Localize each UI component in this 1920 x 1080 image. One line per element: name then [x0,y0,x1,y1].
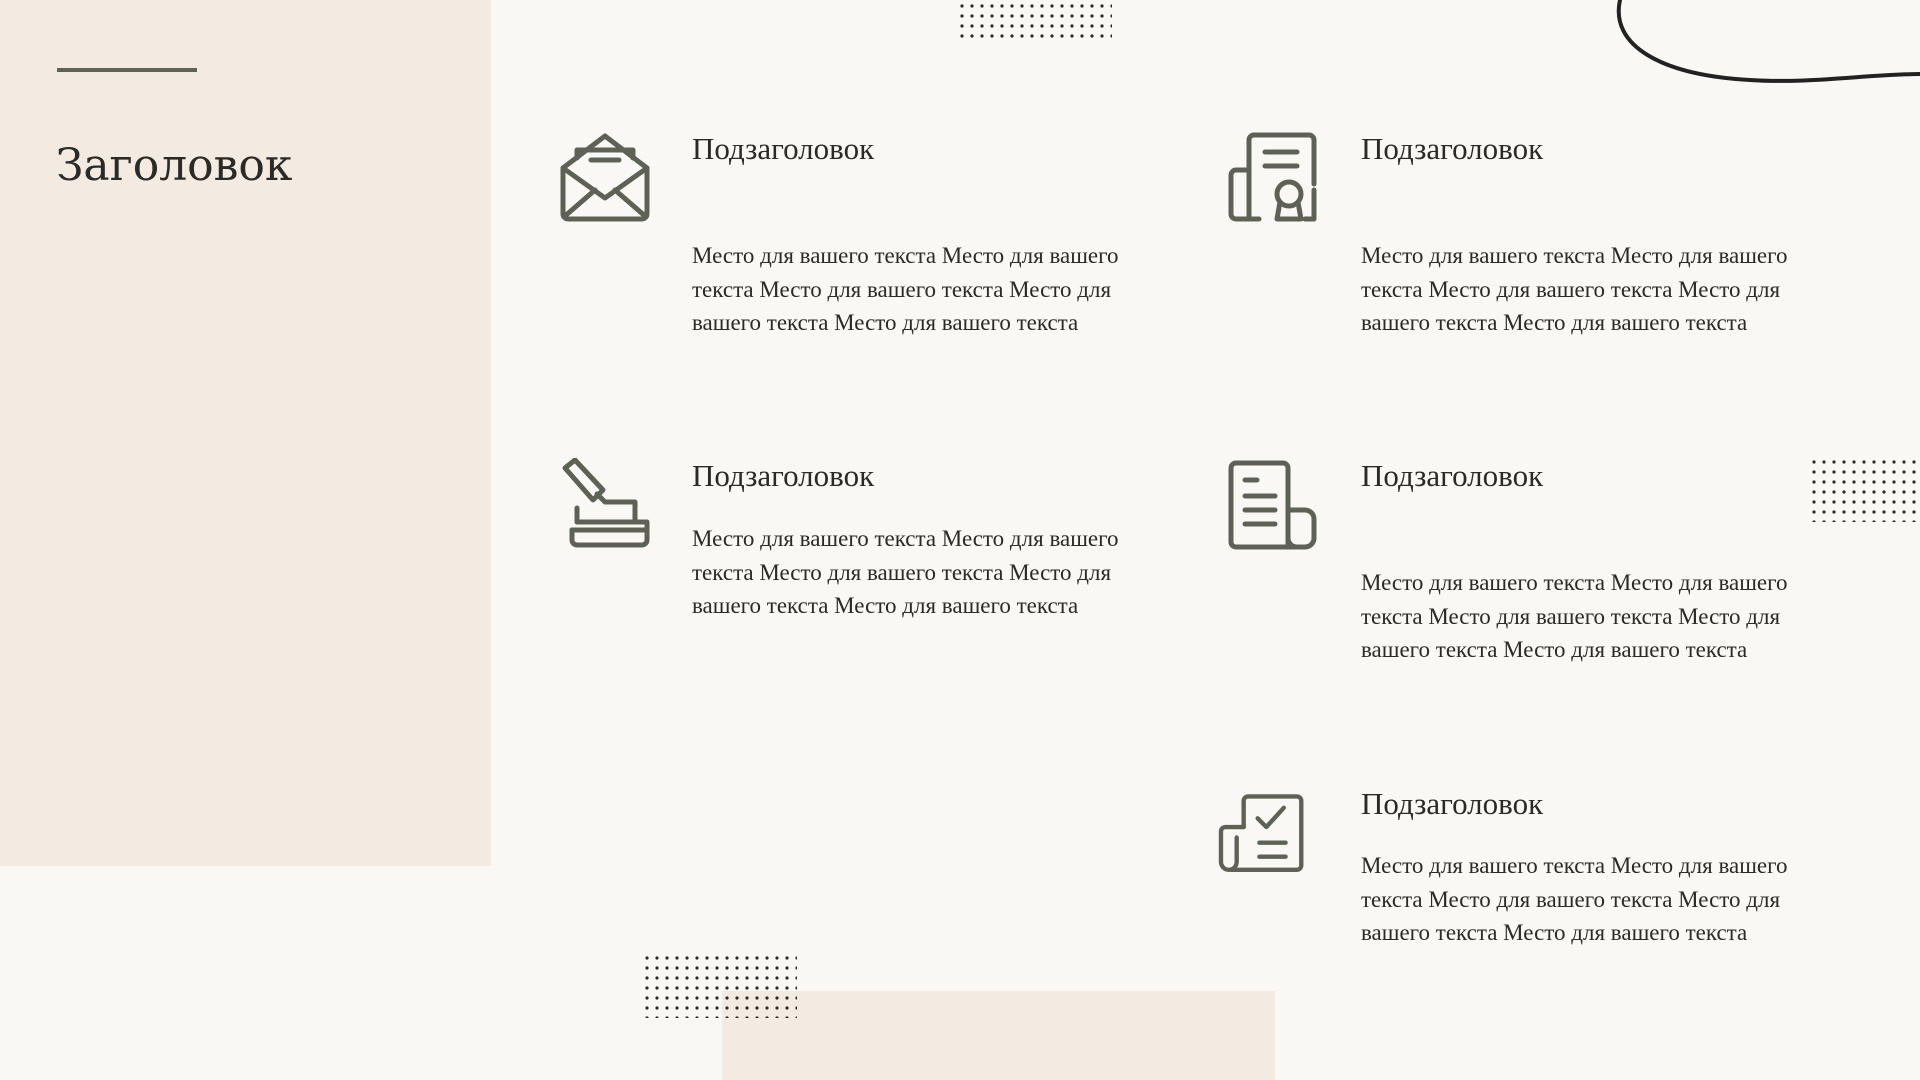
block-4-subtitle: Подзаголовок [1361,458,1544,493]
stamp-icon [557,458,653,554]
left-panel [0,0,491,866]
block-3-text: Место для вашего текста Место для вашего текста Место для вашего текста Место для вашего текста Место для вашего текста [692,526,1119,618]
decorative-bottom-rectangle [722,991,1275,1080]
decorative-curve [1600,0,1920,100]
decorative-dot-grid-bottom [645,956,797,1018]
checklist-document-icon [1214,786,1310,882]
envelope-open-icon [557,130,653,226]
document-location-icon [1225,130,1321,226]
block-2-text: Место для вашего текста Место для вашего текста Место для вашего текста Место для вашего текста Место для вашего текста [1361,243,1788,335]
page-title: Заголовок [56,140,293,191]
title-rule [57,68,197,72]
block-5-subtitle: Подзаголовок [1361,786,1544,821]
document-scroll-icon [1225,458,1321,554]
decorative-dot-grid-right [1812,460,1920,522]
block-3-subtitle: Подзаголовок [692,458,875,493]
block-1-text: Место для вашего текста Место для вашего текста Место для вашего текста Место для вашего текста Место для вашего текста [692,243,1119,335]
decorative-dot-grid-top [960,4,1112,44]
block-4-text: Место для вашего текста Место для вашего текста Место для вашего текста Место для вашего текста Место для вашего текста [1361,570,1788,662]
block-5-text: Место для вашего текста Место для вашего текста Место для вашего текста Место для вашего текста Место для вашего текста [1361,853,1788,945]
block-1-subtitle: Подзаголовок [692,131,875,166]
block-2-subtitle: Подзаголовок [1361,131,1544,166]
